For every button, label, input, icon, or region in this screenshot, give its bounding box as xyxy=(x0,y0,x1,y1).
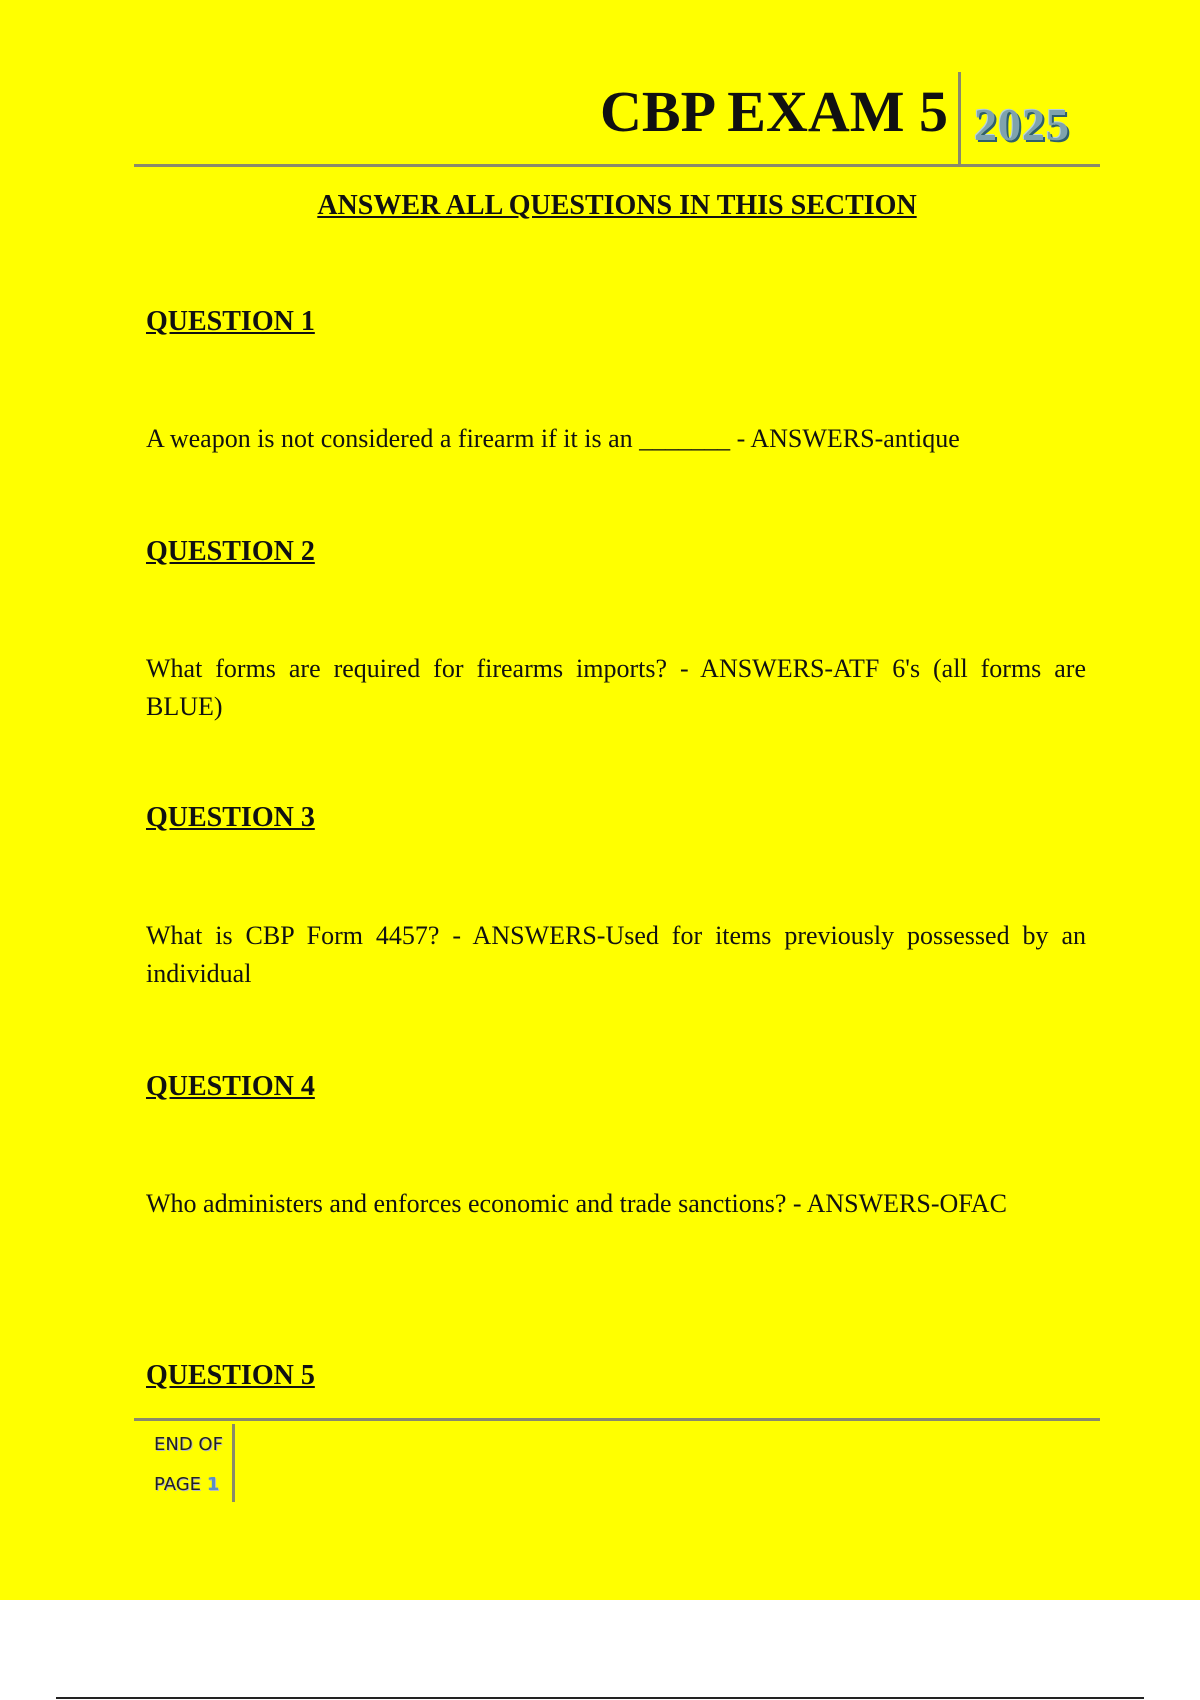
section-heading: ANSWER ALL QUESTIONS IN THIS SECTION xyxy=(317,190,917,221)
footer-end-of: END OF xyxy=(154,1434,223,1455)
question-2-text: What forms are required for firearms imports? - ANSWERS-ATF 6's (all forms are BLUE) xyxy=(146,654,1086,721)
header-divider xyxy=(958,72,961,164)
footer-page-label: PAGE xyxy=(154,1474,202,1495)
page-title: CBP EXAM 5 xyxy=(600,79,948,144)
footer-page-line xyxy=(154,1474,219,1495)
question-1-label: QUESTION 1 xyxy=(146,306,315,337)
question-3-text: What is CBP Form 4457? - ANSWERS-Used for items previously possessed by an individual xyxy=(146,921,1086,988)
footer-page-box xyxy=(134,1424,235,1502)
bottom-rule xyxy=(56,1697,1144,1699)
page-footer xyxy=(134,1418,1100,1503)
question-3-label: QUESTION 3 xyxy=(146,802,315,833)
footer-page-number: 1 xyxy=(206,1474,220,1495)
question-5-label: QUESTION 5 xyxy=(146,1360,315,1391)
header xyxy=(134,72,1100,167)
question-4-label: QUESTION 4 xyxy=(146,1071,315,1102)
header-year: 2025 xyxy=(974,99,1070,150)
question-4-text: Who administers and enforces economic and trade sanctions? - ANSWERS-OFAC xyxy=(146,1189,1007,1218)
question-1-text: A weapon is not considered a firearm if it is an _______ - ANSWERS-antique xyxy=(146,424,960,453)
question-2-label: QUESTION 2 xyxy=(146,536,315,567)
